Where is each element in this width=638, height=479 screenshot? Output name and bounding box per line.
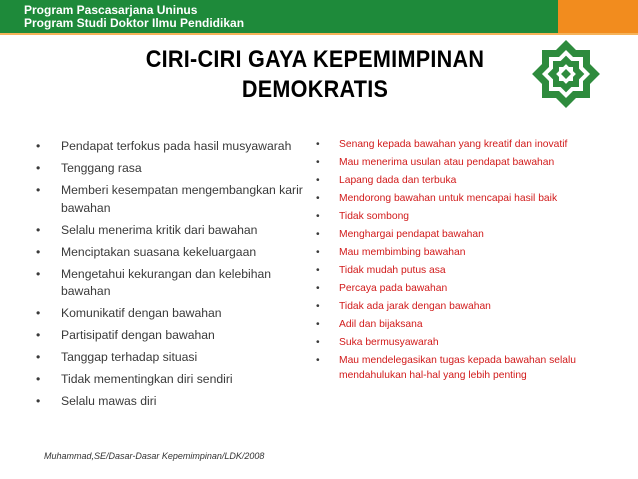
list-item: • Tidak mudah putus asa (316, 263, 608, 278)
header-accent (558, 0, 638, 33)
list-item: • Senang kepada bawahan yang kreatif dan inovatif (316, 137, 608, 152)
list-item: • Selalu menerima kritik dari bawahan (36, 222, 312, 240)
list-item: • Menghargai pendapat bawahan (316, 227, 608, 242)
list-item: • Tidak sombong (316, 209, 608, 224)
list-item: • Komunikatif dengan bawahan (36, 305, 312, 323)
islamic-star-logo-icon (528, 36, 604, 112)
list-item: • Mau mendelegasikan tugas kepada bawahan selalu mendahulukan hal-hal yang lebih penting (316, 353, 608, 383)
list-item: • Suka bermusyawarah (316, 335, 608, 350)
list-item: • Memberi kesempatan mengembangkan karir bawahan (36, 182, 312, 217)
list-item: • Mengetahui kekurangan dan kelebihan bawahan (36, 266, 312, 301)
list-item: • Tidak ada jarak dengan bawahan (316, 299, 608, 314)
list-item: • Tanggap terhadap situasi (36, 349, 312, 367)
list-item: • Mendorong bawahan untuk mencapai hasil baik (316, 191, 608, 206)
list-item: • Partisipatif dengan bawahan (36, 327, 312, 345)
left-list (36, 138, 312, 415)
right-list (316, 137, 608, 386)
list-item: • Lapang dada dan terbuka (316, 173, 608, 188)
header-line-1: Program Pascasarjana Uninus (24, 3, 198, 17)
title-line-1: CIRI-CIRI GAYA KEPEMIMPINAN (145, 46, 485, 73)
list-item: • Adil dan bijaksana (316, 317, 608, 332)
footer-credit: Muhammad,SE/Dasar-Dasar Kepemimpinan/LDK/2008 (44, 451, 265, 461)
list-item: • Mau menerima usulan atau pendapat bawahan (316, 155, 608, 170)
list-item: • Selalu mawas diri (36, 393, 312, 411)
list-item: • Percaya pada bawahan (316, 281, 608, 296)
list-item: • Menciptakan suasana kekeluargaan (36, 244, 312, 262)
list-item: • Pendapat terfokus pada hasil musyawarah (36, 138, 312, 156)
list-item: • Tidak mementingkan diri sendiri (36, 371, 312, 389)
slide-title (122, 45, 509, 105)
list-item: • Tenggang rasa (36, 160, 312, 178)
header-line-2: Program Studi Doktor Ilmu Pendidikan (24, 15, 245, 30)
title-line-2: DEMOKRATIS (241, 76, 389, 103)
header-divider (0, 33, 638, 35)
list-item: • Mau membimbing bawahan (316, 245, 608, 260)
header-title (24, 4, 244, 29)
